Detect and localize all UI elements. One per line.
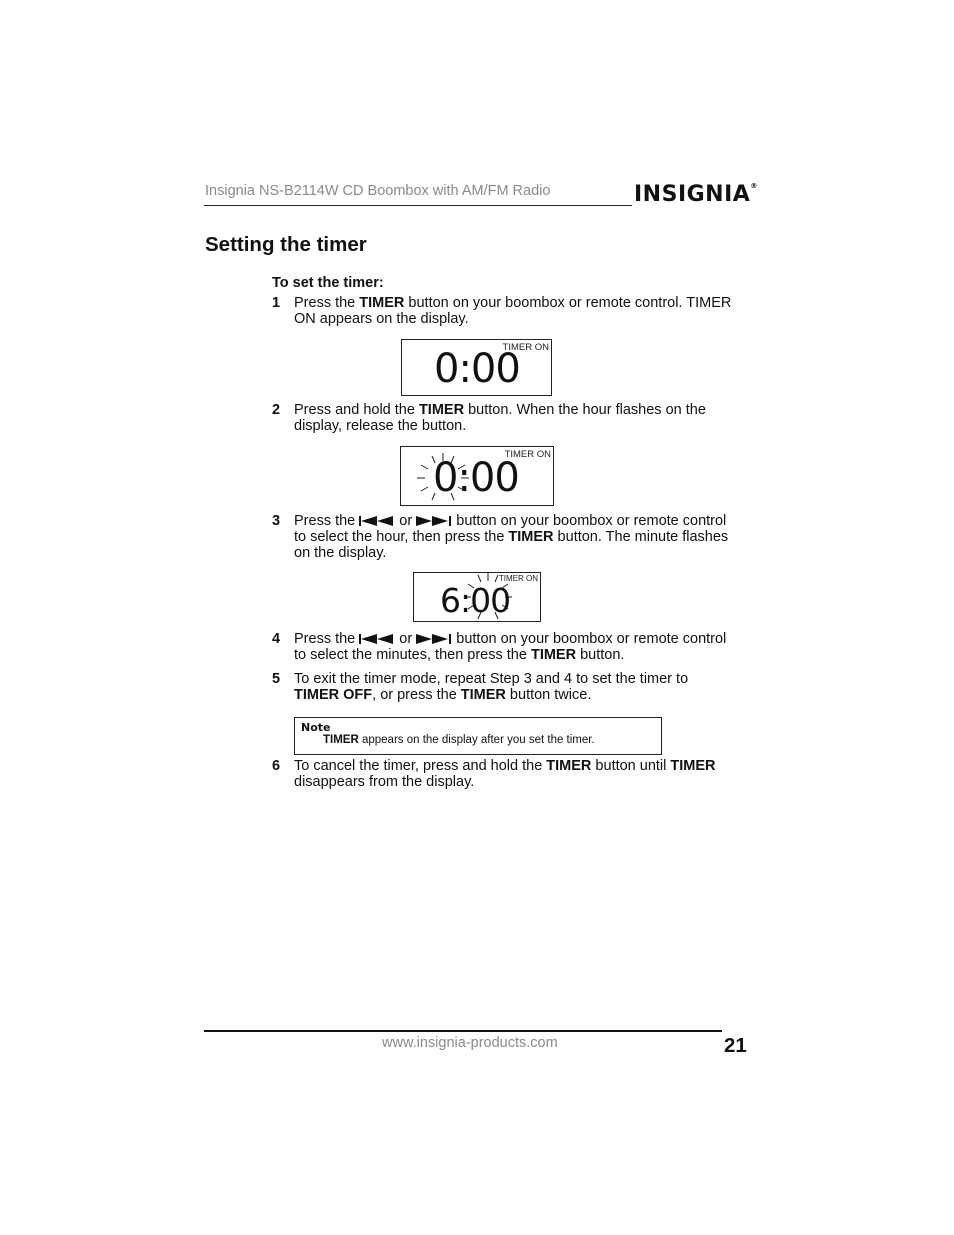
display-digits: 0:00	[434, 346, 520, 392]
bold-text: TIMER	[323, 734, 359, 746]
text: or	[395, 513, 417, 529]
text: button on your boombox or remote control to select the hour, then press the	[294, 513, 727, 545]
page-number: 21	[724, 1034, 747, 1057]
text: or	[395, 631, 417, 647]
header-divider	[204, 205, 632, 206]
text: To exit the timer mode, repeat Step 3 and 4 to set the timer to	[294, 671, 689, 687]
step-text	[294, 671, 734, 703]
footer-url: www.insignia-products.com	[382, 1035, 558, 1051]
text: button. When the hour flashes on the display, release the button.	[294, 402, 706, 434]
note-box	[294, 717, 662, 755]
text: To cancel the timer, press and hold the	[294, 758, 547, 774]
text: button on your boombox or remote control. TIMER ON appears on the display.	[294, 295, 732, 327]
bold-text: TIMER	[546, 758, 592, 774]
step-number: 2	[272, 402, 281, 418]
header-title: Insignia NS-B2114W CD Boombox with AM/FM Radio	[205, 183, 551, 199]
text: button twice.	[505, 687, 592, 703]
step-number: 1	[272, 295, 281, 311]
text: Press the	[294, 513, 360, 529]
step-text	[294, 402, 744, 434]
text: button until	[591, 758, 671, 774]
step-text	[294, 758, 750, 790]
step-text	[294, 513, 734, 561]
bold-text: TIMER OFF	[294, 687, 373, 703]
text: button on your boombox or remote control to select the minutes, then press the	[294, 631, 727, 663]
timer-on-indicator: TIMER ON	[502, 342, 549, 353]
skip-forward-icon	[416, 516, 452, 526]
text: button.	[576, 647, 625, 663]
lcd-display-1	[401, 339, 552, 396]
bold-text: TIMER	[359, 295, 405, 311]
text: button. The minute flashes on the display.	[294, 529, 729, 561]
logo-text: INSIGNIA	[634, 182, 751, 207]
section-title: Setting the timer	[205, 233, 367, 256]
text: disappears from the display.	[294, 774, 475, 790]
step-number: 6	[272, 758, 281, 774]
text: appears on the display after you set the timer.	[358, 734, 595, 746]
lcd-display-2	[400, 446, 554, 506]
insignia-logo	[634, 182, 758, 207]
footer-divider	[204, 1030, 722, 1032]
timer-on-indicator: TIMER ON	[504, 449, 551, 460]
step-number: 5	[272, 671, 281, 687]
note-text	[323, 734, 595, 746]
bold-text: TIMER	[418, 402, 465, 418]
bold-text: TIMER	[508, 529, 554, 545]
skip-back-icon	[359, 634, 395, 644]
step-number: 3	[272, 513, 281, 529]
text: Press the	[294, 631, 360, 647]
step-text	[294, 631, 734, 663]
step-text	[294, 295, 734, 327]
text: Press the	[294, 295, 360, 311]
note-title: Note	[301, 721, 331, 734]
bold-text: TIMER	[670, 758, 716, 774]
bold-text: TIMER	[530, 647, 577, 663]
text: Press and hold the	[294, 402, 419, 418]
text: , or press the	[372, 687, 461, 703]
step-number: 4	[272, 631, 281, 647]
timer-on-indicator: TIMER ON	[498, 574, 538, 583]
lcd-display-3	[413, 572, 541, 622]
skip-forward-icon	[416, 634, 452, 644]
display-digits: 6:00	[440, 581, 511, 620]
registered-mark: ®	[750, 182, 758, 190]
procedure-title: To set the timer:	[272, 275, 384, 291]
display-digits: 0:00	[433, 455, 519, 501]
skip-back-icon	[359, 516, 395, 526]
bold-text: TIMER	[460, 687, 506, 703]
